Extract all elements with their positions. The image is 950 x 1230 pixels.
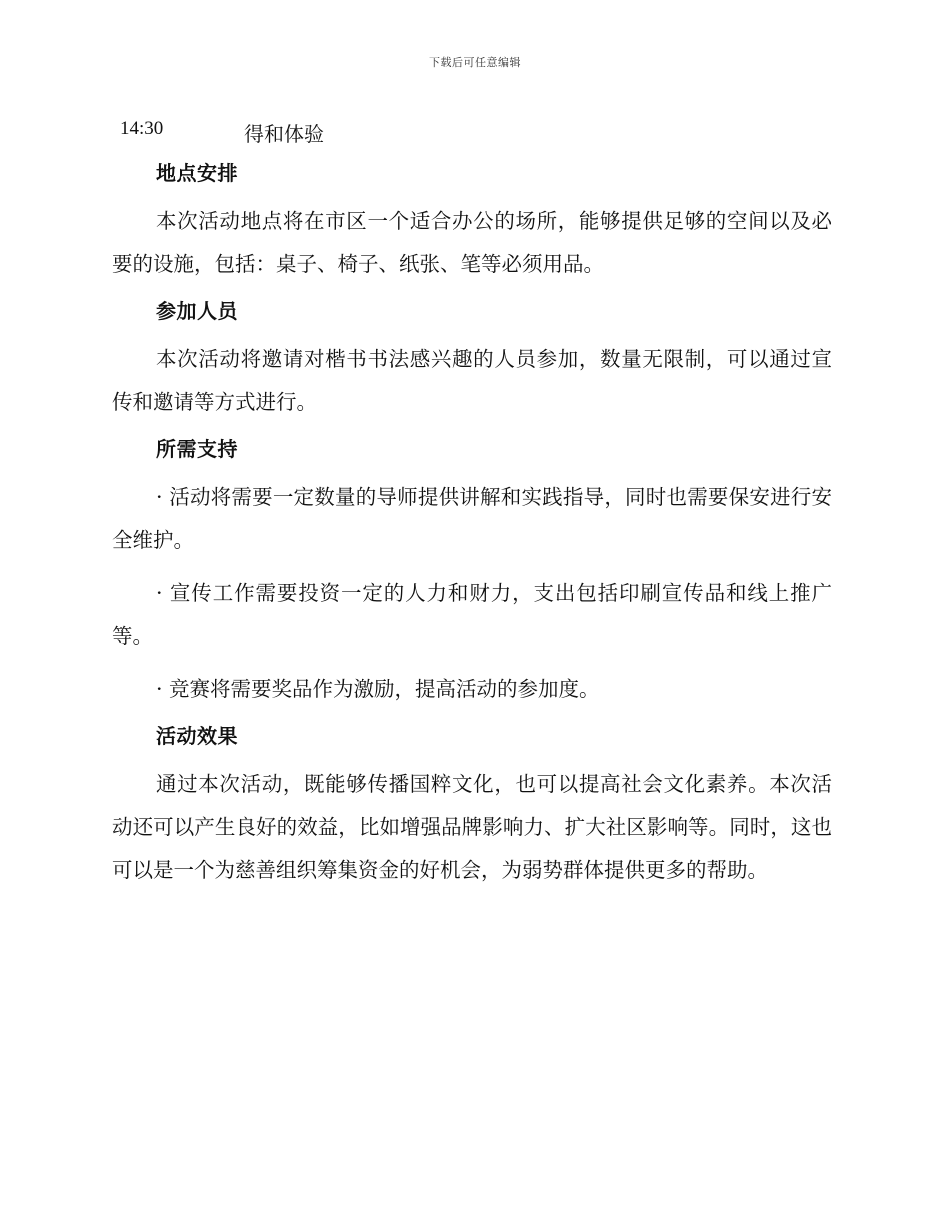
schedule-time: 14:30 bbox=[120, 118, 164, 139]
section-heading-support: 所需支持 bbox=[156, 437, 238, 461]
support-item-promotion: · 宣传工作需要投资一定的人力和财力，支出包括印刷宣传品和线上推广等。 bbox=[112, 581, 832, 648]
section-paragraph-venue: 本次活动地点将在市区一个适合办公的场所，能够提供足够的空间以及必要的设施，包括：桌子、椅子、纸张、笔等必须用品。 bbox=[112, 209, 832, 276]
section-heading-effects: 活动效果 bbox=[156, 724, 238, 748]
support-item-prizes: · 竞赛将需要奖品作为激励，提高活动的参加度。 bbox=[156, 677, 600, 701]
document-body bbox=[112, 158, 832, 892]
support-item-mentors: · 活动将需要一定数量的导师提供讲解和实践指导，同时也需要保安进行安全维护。 bbox=[112, 485, 832, 552]
page-header: 下载后可任意编辑 bbox=[429, 56, 521, 69]
schedule-activity: 得和体验 bbox=[244, 122, 324, 146]
schedule-row bbox=[120, 118, 840, 146]
section-heading-venue: 地点安排 bbox=[156, 161, 238, 185]
section-paragraph-participants: 本次活动将邀请对楷书书法感兴趣的人员参加，数量无限制，可以通过宣传和邀请等方式进行。 bbox=[112, 347, 832, 414]
section-heading-participants: 参加人员 bbox=[156, 299, 238, 323]
section-paragraph-effects: 通过本次活动，既能够传播国粹文化，也可以提高社会文化素养。本次活动还可以产生良好的效益，比如增强品牌影响力、扩大社区影响等。同时，这也可以是一个为慈善组织筹集资金的好机会，为弱势群体提供更多的帮助。 bbox=[112, 772, 832, 882]
